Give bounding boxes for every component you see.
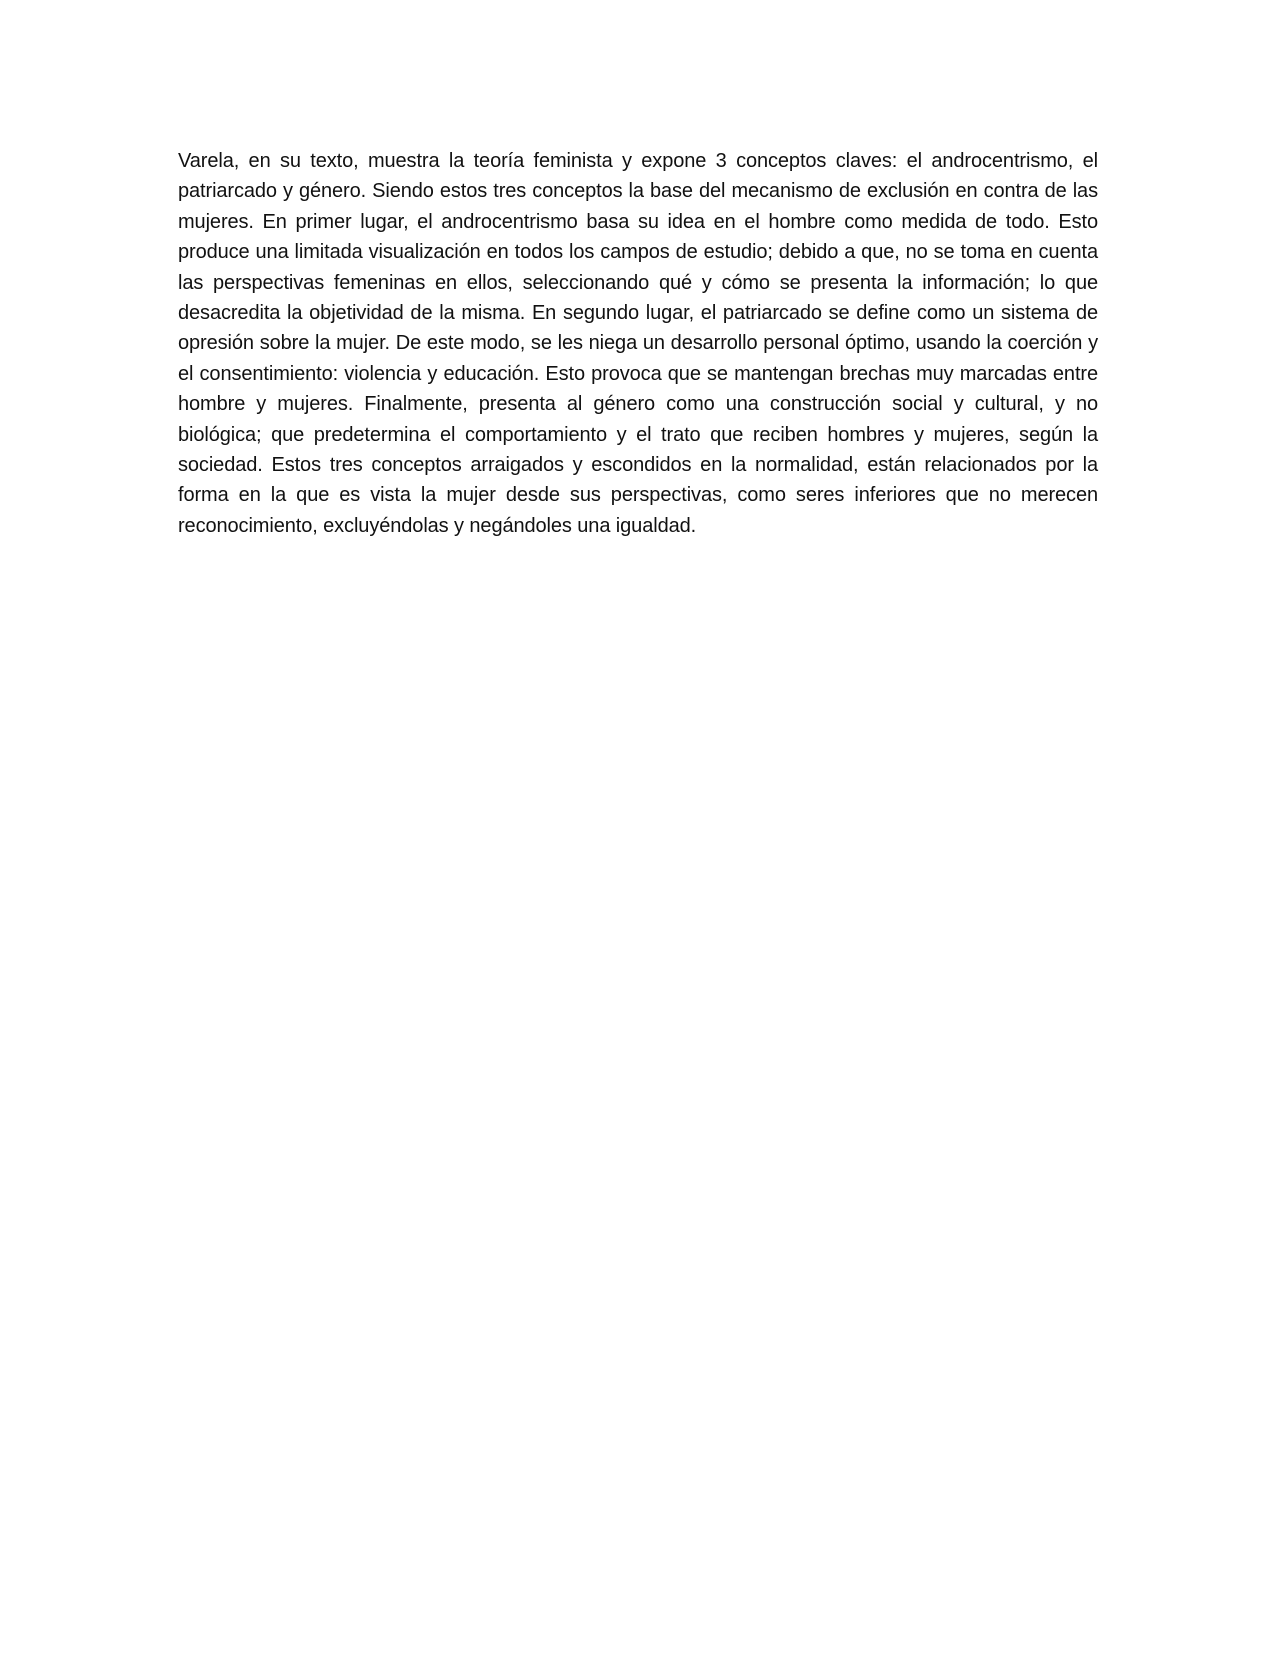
- body-paragraph: Varela, en su texto, muestra la teoría feminista y expone 3 conceptos claves: el androcentrismo, el patriarcado y género. Siendo estos tres conceptos la base del mecanismo de exclusión en contra de las mujeres. En primer lugar, el androcentrismo basa su idea en el hombre como medida de todo. Esto produce una limitada visualización en todos los campos de estudio; debido a que, no se toma en cuenta las perspectivas femeninas en ellos, seleccionando qué y cómo se presenta la información; lo que desacredita la objetividad de la misma. En segundo lugar, el patriarcado se define como un sistema de opresión sobre la mujer. De este modo, se les niega un desarrollo personal óptimo, usando la coerción y el consentimiento: violencia y educación. Esto provoca que se mantengan brechas muy marcadas entre hombre y mujeres. Finalmente, presenta al género como una construcción social y cultural, y no biológica; que predetermina el comportamiento y el trato que reciben hombres y mujeres, según la sociedad. Estos tres conceptos arraigados y escondidos en la normalidad, están relacionados por la forma en la que es vista la mujer desde sus perspectivas, como seres inferiores que no merecen reconocimiento, excluyéndolas y negándoles una igualdad.: [178, 150, 1098, 537]
